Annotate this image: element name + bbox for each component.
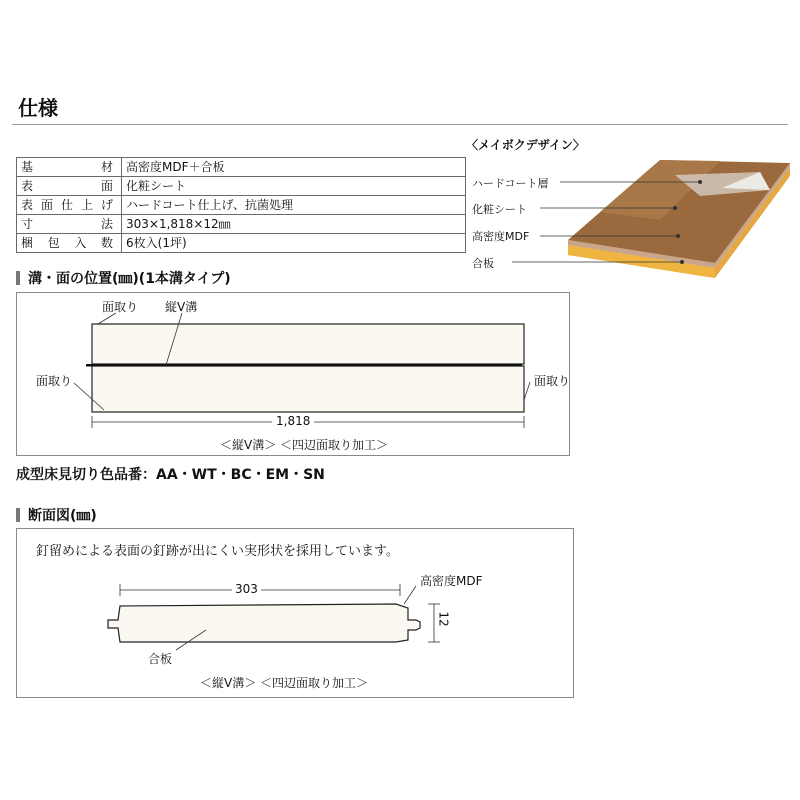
spec-value: ハードコート仕上げ、抗菌処理 — [122, 196, 466, 215]
page-title: 仕様 — [18, 96, 58, 120]
section-caption: ＜縦V溝＞ ＜四辺面取り加工＞ — [200, 676, 369, 690]
spec-row — [17, 215, 466, 234]
spec-row — [17, 158, 466, 177]
layer-label-mdf: 高密度MDF — [472, 230, 530, 243]
spec-key: 表 面 — [17, 177, 122, 196]
width-dimension: 303 — [232, 582, 261, 596]
spec-key: 梱 包 入 数 — [17, 234, 122, 253]
cross-section-diagram — [16, 528, 574, 698]
label-chamfer-top: 面取り — [102, 300, 139, 314]
spec-table — [16, 157, 466, 253]
spec-key: 表 面 仕 上 げ — [17, 196, 122, 215]
spec-value: 化粧シート — [122, 177, 466, 196]
label-vgroove: 縦V溝 — [165, 300, 198, 314]
section-label-mdf: 高密度MDF — [420, 574, 483, 588]
spec-value: 高密度MDF＋合板 — [122, 158, 466, 177]
thickness-dimension: 12 — [436, 611, 451, 627]
section-description: 釘留めによる表面の釘跡が出にくい実形状を採用しています。 — [36, 544, 399, 559]
length-dimension: 1,818 — [272, 414, 314, 428]
spec-value: 303×1,818×12㎜ — [122, 215, 466, 234]
section-heading: 断面図(㎜) — [16, 505, 97, 525]
spec-row — [17, 196, 466, 215]
layer-label-hardcoat: ハードコート層 — [472, 177, 549, 190]
spec-value: 6枚入(1坪) — [122, 234, 466, 253]
layer-label-plywood: 合板 — [472, 257, 494, 270]
board-profile-shape — [108, 604, 420, 642]
layer-label-sheet: 化粧シート — [472, 203, 527, 216]
title-divider — [12, 124, 788, 125]
design-heading: 〈メイボクデザイン〉 — [466, 138, 585, 152]
section-label-plywood: 合板 — [148, 652, 173, 666]
groove-heading: 溝・面の位置(㎜)(1本溝タイプ) — [16, 268, 231, 288]
groove-diagram — [16, 292, 570, 456]
spec-row — [17, 234, 466, 253]
groove-caption: ＜縦V溝＞ ＜四辺面取り加工＞ — [220, 438, 389, 452]
trim-color-codes: 成型床見切り色品番：AA・WT・BC・EM・SN — [16, 467, 325, 483]
label-chamfer-right: 面取り — [534, 374, 571, 388]
spec-key: 寸 法 — [17, 215, 122, 234]
spec-row — [17, 177, 466, 196]
spec-key: 基 材 — [17, 158, 122, 177]
label-chamfer-left: 面取り — [36, 374, 73, 388]
